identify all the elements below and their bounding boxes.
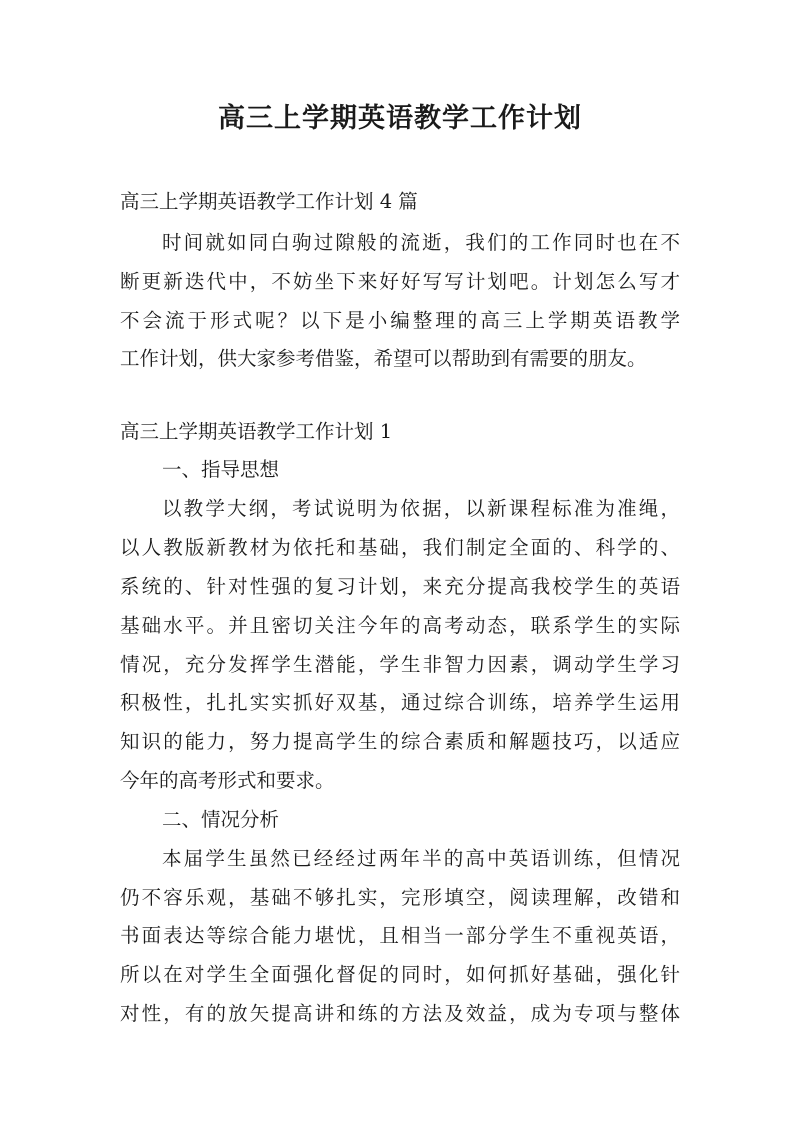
document-subtitle: 高三上学期英语教学工作计划 4 篇 xyxy=(120,190,418,213)
document-title: 高三上学期英语教学工作计划 xyxy=(218,103,582,134)
paragraph-line: 系统的、针对性强的复习计划，来充分提高我校学生的英语 xyxy=(120,575,680,598)
paragraph-line: 所以在对学生全面强化督促的同时，如何抓好基础，强化针 xyxy=(120,963,680,986)
section-title: 高三上学期英语教学工作计划 1 xyxy=(120,420,393,443)
paragraph-line: 知识的能力，努力提高学生的综合素质和解题技巧，以适应 xyxy=(120,730,680,753)
paragraph-line: 基础水平。并且密切关注今年的高考动态，联系学生的实际 xyxy=(120,614,680,637)
heading-situation-analysis: 二、情况分析 xyxy=(162,808,280,831)
paragraph-line: 仍不容乐观，基础不够扎实，完形填空，阅读理解，改错和 xyxy=(120,886,680,909)
paragraph-line: 以人教版新教材为依托和基础，我们制定全面的、科学的、 xyxy=(120,536,680,559)
paragraph-line: 对性，有的放矢提高讲和练的方法及效益，成为专项与整体 xyxy=(120,1002,680,1025)
paragraph-line: 情况，充分发挥学生潜能，学生非智力因素，调动学生学习 xyxy=(120,653,680,676)
heading-guiding-ideology: 一、指导思想 xyxy=(162,458,280,481)
paragraph-line: 今年的高考形式和要求。 xyxy=(120,769,335,792)
paragraph-line: 本届学生虽然已经经过两年半的高中英语训练，但情况 xyxy=(162,847,680,870)
intro-line: 不会流于形式呢？以下是小编整理的高三上学期英语教学 xyxy=(120,309,680,332)
paragraph-line: 积极性，扎扎实实抓好双基，通过综合训练，培养学生运用 xyxy=(120,691,680,714)
intro-line: 时间就如同白驹过隙般的流逝，我们的工作同时也在不 xyxy=(162,231,680,254)
intro-line: 工作计划，供大家参考借鉴，希望可以帮助到有需要的朋友。 xyxy=(120,347,647,370)
paragraph-line: 以教学大纲，考试说明为依据，以新课程标准为准绳， xyxy=(162,497,680,520)
intro-line: 断更新迭代中，不妨坐下来好好写写计划吧。计划怎么写才 xyxy=(120,270,680,293)
paragraph-line: 书面表达等综合能力堪忧，且相当一部分学生不重视英语， xyxy=(120,924,680,947)
